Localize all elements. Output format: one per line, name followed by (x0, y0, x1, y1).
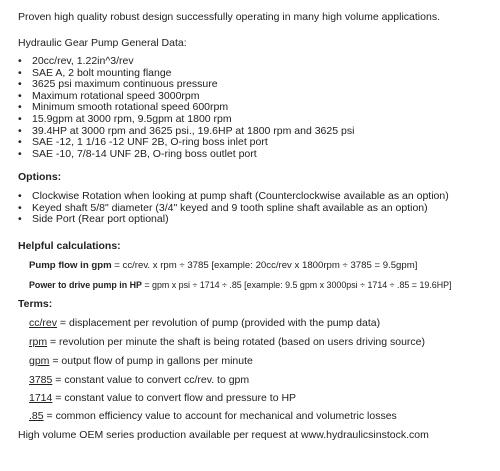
list-item: • Maximum rotational speed 3000rpm (18, 89, 200, 102)
list-item: • SAE -10, 7/8-14 UNF 2B, O-ring boss outlet port (18, 147, 257, 160)
options-list (18, 191, 449, 226)
term-item (29, 317, 380, 330)
bullet-icon: • (18, 112, 22, 125)
power-text: = gpm x psi ÷ 1714 ÷ .85 [example: 9.5 gpm x 3000psi ÷ 1714 ÷ .85 = 19.6HP] (141, 280, 452, 290)
list-item: • Minimum smooth rotational speed 600rpm (18, 101, 229, 114)
term-item (29, 355, 253, 368)
bullet-icon: • (18, 55, 22, 67)
footer-text: High volume OEM series production available per request at www.hydraulicsinstock.com (18, 429, 429, 441)
list-item: • Keyed shaft 5/8" diameter (3/4" keyed and 9 tooth spline shaft available as an option) (18, 201, 428, 214)
term-key: .85 (29, 410, 44, 422)
term-key: gpm (29, 355, 50, 367)
power-label: Power to drive pump in HP (29, 280, 142, 290)
bullet-icon: • (18, 213, 22, 226)
bullet-icon: • (18, 147, 22, 160)
pump-flow-text: = cc/rev. x rpm ÷ 3785 [example: 20cc/rev x 1800rpm ÷ 3785 = 9.5gpm] (111, 260, 418, 271)
general-data-title: Hydraulic Gear Pump General Data: (18, 37, 187, 49)
term-key: cc/rev (29, 317, 58, 329)
term-definition: = common efficiency value to account for mechanical and volumetric losses (43, 410, 397, 422)
general-data-list (18, 56, 354, 160)
options-title: Options: (18, 171, 62, 183)
term-definition: = constant value to convert cc/rev. to gpm (52, 374, 250, 386)
bullet-icon: • (18, 101, 22, 114)
list-item: • SAE A, 2 bolt mounting flange (18, 66, 172, 79)
list-item: • Clockwise Rotation when looking at pump shaft (Counterclockwise available as an option) (18, 190, 449, 202)
power-formula (29, 279, 452, 292)
term-definition: = output flow of pump in gallons per minute (49, 355, 253, 367)
pump-flow-label: Pump flow in gpm (29, 260, 112, 271)
list-item: • 20cc/rev, 1.22in^3/rev (18, 55, 134, 67)
term-key: 1714 (29, 392, 53, 404)
intro-text: Proven high quality robust design successfully operating in many high volume applications. (18, 11, 440, 23)
term-definition: = revolution per minute the shaft is being rotated (based on users driving source) (47, 336, 426, 348)
term-definition: = displacement per revolution of pump (provided with the pump data) (57, 317, 381, 329)
list-item: • Side Port (Rear port optional) (18, 213, 169, 226)
term-item (29, 336, 425, 349)
pump-flow-formula (29, 259, 417, 272)
bullet-icon: • (18, 201, 22, 214)
term-definition: = constant value to convert flow and pressure to HP (52, 392, 297, 404)
bullet-icon: • (18, 124, 22, 137)
bullet-icon: • (18, 89, 22, 102)
list-item: • 39.4HP at 3000 rpm and 3625 psi., 19.6HP at 1800 rpm and 3625 psi (18, 124, 355, 137)
bullet-icon: • (18, 190, 22, 202)
bullet-icon: • (18, 136, 22, 149)
list-item: • 3625 psi maximum continuous pressure (18, 78, 218, 91)
list-item: • SAE -12, 1 1/16 -12 UNF 2B, O-ring boss inlet port (18, 136, 268, 149)
helpful-calculations-title: Helpful calculations: (18, 240, 121, 252)
terms-title: Terms: (18, 298, 53, 310)
term-item (29, 392, 296, 405)
term-key: rpm (29, 336, 48, 348)
bullet-icon: • (18, 78, 22, 91)
list-item: • 15.9gpm at 3000 rpm, 9.5gpm at 1800 rpm (18, 112, 232, 125)
term-item (29, 374, 249, 387)
term-item (29, 410, 397, 423)
bullet-icon: • (18, 66, 22, 79)
term-key: 3785 (29, 374, 53, 386)
